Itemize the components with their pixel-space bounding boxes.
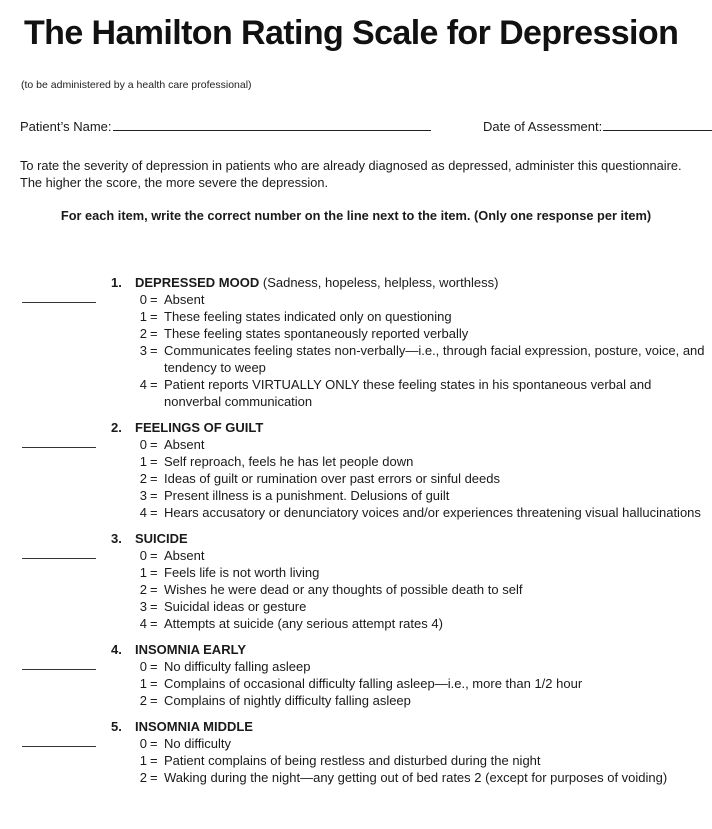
equals-sign: = bbox=[150, 753, 158, 768]
equals-sign: = bbox=[150, 309, 158, 324]
option-score: 4 bbox=[139, 377, 147, 392]
score-option bbox=[135, 504, 712, 521]
score-answer-line[interactable] bbox=[22, 746, 96, 747]
option-score: 1 bbox=[139, 753, 147, 768]
option-score: 1 bbox=[139, 309, 147, 324]
equals-sign: = bbox=[150, 616, 158, 631]
option-score: 3 bbox=[139, 488, 147, 503]
option-text: No difficulty bbox=[164, 736, 231, 751]
option-text: These feeling states indicated only on questioning bbox=[164, 309, 452, 324]
option-score: 1 bbox=[139, 454, 147, 469]
assessment-date-field[interactable] bbox=[483, 117, 712, 134]
equals-sign: = bbox=[150, 454, 158, 469]
rating-item bbox=[0, 419, 712, 521]
equals-sign: = bbox=[150, 736, 158, 751]
score-option bbox=[135, 342, 712, 376]
option-text: Hears accusatory or denunciatory voices and/or experiences threatening visual hallucinations bbox=[164, 505, 701, 520]
intro-line-2: The higher the score, the more severe the depression. bbox=[20, 175, 329, 190]
patient-name-line[interactable] bbox=[113, 117, 431, 131]
option-text: Complains of nightly difficulty falling asleep bbox=[164, 693, 411, 708]
item-heading bbox=[111, 419, 712, 436]
score-option bbox=[135, 675, 712, 692]
option-score: 2 bbox=[139, 693, 147, 708]
score-option bbox=[135, 308, 712, 325]
equals-sign: = bbox=[150, 676, 158, 691]
score-option bbox=[135, 453, 712, 470]
patient-name-label: Patient’s Name: bbox=[20, 119, 112, 134]
option-score: 0 bbox=[139, 659, 147, 674]
option-text: Absent bbox=[164, 437, 205, 452]
option-text: Communicates feeling states non-verbally—i.e., through facial expression, posture, voice, and tendency to weep bbox=[164, 343, 705, 375]
score-option bbox=[135, 581, 712, 598]
score-option bbox=[135, 470, 712, 487]
item-number: 4. bbox=[111, 642, 122, 657]
score-option bbox=[135, 598, 712, 615]
score-answer-line[interactable] bbox=[22, 302, 96, 303]
patient-name-field[interactable] bbox=[20, 117, 431, 134]
option-text: Waking during the night—any getting out of bed rates 2 (except for purposes of voiding) bbox=[164, 770, 668, 785]
score-option bbox=[135, 547, 712, 564]
equals-sign: = bbox=[150, 548, 158, 563]
option-text: Ideas of guilt or rumination over past errors or sinful deeds bbox=[164, 471, 501, 486]
score-option bbox=[135, 487, 712, 504]
option-score: 0 bbox=[139, 437, 147, 452]
item-heading bbox=[111, 530, 712, 547]
equals-sign: = bbox=[150, 693, 158, 708]
option-score: 0 bbox=[139, 736, 147, 751]
option-text: Wishes he were dead or any thoughts of possible death to self bbox=[164, 582, 523, 597]
option-score: 2 bbox=[139, 326, 147, 341]
option-text: Attempts at suicide (any serious attempt rates 4) bbox=[164, 616, 443, 631]
option-text: Feels life is not worth living bbox=[164, 565, 320, 580]
equals-sign: = bbox=[150, 659, 158, 674]
score-option bbox=[135, 564, 712, 581]
item-title: INSOMNIA MIDDLE bbox=[135, 719, 253, 734]
option-text: Self reproach, feels he has let people down bbox=[164, 454, 414, 469]
equals-sign: = bbox=[150, 582, 158, 597]
equals-sign: = bbox=[150, 770, 158, 785]
score-option bbox=[135, 752, 712, 769]
score-option bbox=[135, 376, 712, 410]
equals-sign: = bbox=[150, 437, 158, 452]
option-score: 3 bbox=[139, 343, 147, 358]
score-option bbox=[135, 769, 712, 786]
option-text: No difficulty falling asleep bbox=[164, 659, 311, 674]
option-text: Present illness is a punishment. Delusions of guilt bbox=[164, 488, 450, 503]
score-option bbox=[135, 436, 712, 453]
item-heading bbox=[111, 641, 712, 658]
score-option bbox=[135, 735, 712, 752]
option-score: 2 bbox=[139, 770, 147, 785]
score-answer-line[interactable] bbox=[22, 669, 96, 670]
equals-sign: = bbox=[150, 599, 158, 614]
page-subtitle: (to be administered by a health care professional) bbox=[21, 79, 252, 91]
rating-item bbox=[0, 641, 712, 709]
score-option bbox=[135, 325, 712, 342]
equals-sign: = bbox=[150, 377, 158, 392]
equals-sign: = bbox=[150, 343, 158, 358]
equals-sign: = bbox=[150, 505, 158, 520]
option-score: 1 bbox=[139, 565, 147, 580]
equals-sign: = bbox=[150, 326, 158, 341]
score-option bbox=[135, 692, 712, 709]
option-text: Absent bbox=[164, 292, 205, 307]
item-title: FEELINGS OF GUILT bbox=[135, 420, 264, 435]
item-title: DEPRESSED MOOD bbox=[135, 275, 260, 290]
option-score: 0 bbox=[139, 292, 147, 307]
option-text: Patient reports VIRTUALLY ONLY these feeling states in his spontaneous verbal and nonverbal communication bbox=[164, 377, 652, 409]
score-option bbox=[135, 291, 712, 308]
assessment-date-label: Date of Assessment: bbox=[483, 119, 603, 134]
score-option bbox=[135, 658, 712, 675]
rating-item bbox=[0, 530, 712, 632]
assessment-date-line[interactable] bbox=[603, 117, 712, 131]
option-score: 3 bbox=[139, 599, 147, 614]
rating-items bbox=[0, 274, 712, 795]
option-text: Absent bbox=[164, 548, 205, 563]
option-score: 2 bbox=[139, 582, 147, 597]
intro-text bbox=[20, 157, 710, 191]
equals-sign: = bbox=[150, 292, 158, 307]
item-title: SUICIDE bbox=[135, 531, 188, 546]
equals-sign: = bbox=[150, 471, 158, 486]
option-text: Patient complains of being restless and disturbed during the night bbox=[164, 753, 541, 768]
option-text: Complains of occasional difficulty falling asleep—i.e., more than 1/2 hour bbox=[164, 676, 583, 691]
item-number: 3. bbox=[111, 531, 122, 546]
option-score: 0 bbox=[139, 548, 147, 563]
score-answer-line[interactable] bbox=[22, 447, 96, 448]
rating-item bbox=[0, 718, 712, 786]
rating-item bbox=[0, 274, 712, 410]
equals-sign: = bbox=[150, 565, 158, 580]
score-answer-line[interactable] bbox=[22, 558, 96, 559]
item-number: 2. bbox=[111, 420, 122, 435]
item-title: INSOMNIA EARLY bbox=[135, 642, 246, 657]
option-score: 4 bbox=[139, 616, 147, 631]
option-score: 2 bbox=[139, 471, 147, 486]
option-score: 4 bbox=[139, 505, 147, 520]
item-number: 5. bbox=[111, 719, 122, 734]
item-heading bbox=[111, 718, 712, 735]
intro-line-1: To rate the severity of depression in patients who are already diagnosed as depressed, administer this questionnaire. bbox=[20, 158, 682, 173]
page-title: The Hamilton Rating Scale for Depression bbox=[24, 14, 679, 52]
option-text: Suicidal ideas or gesture bbox=[164, 599, 307, 614]
option-score: 1 bbox=[139, 676, 147, 691]
option-text: These feeling states spontaneously reported verbally bbox=[164, 326, 469, 341]
item-description: (Sadness, hopeless, helpless, worthless) bbox=[259, 275, 499, 290]
instruction-text: For each item, write the correct number on the line next to the item. (Only one response per item) bbox=[60, 208, 652, 223]
item-number: 1. bbox=[111, 275, 122, 290]
score-option bbox=[135, 615, 712, 632]
item-heading bbox=[111, 274, 712, 291]
equals-sign: = bbox=[150, 488, 158, 503]
